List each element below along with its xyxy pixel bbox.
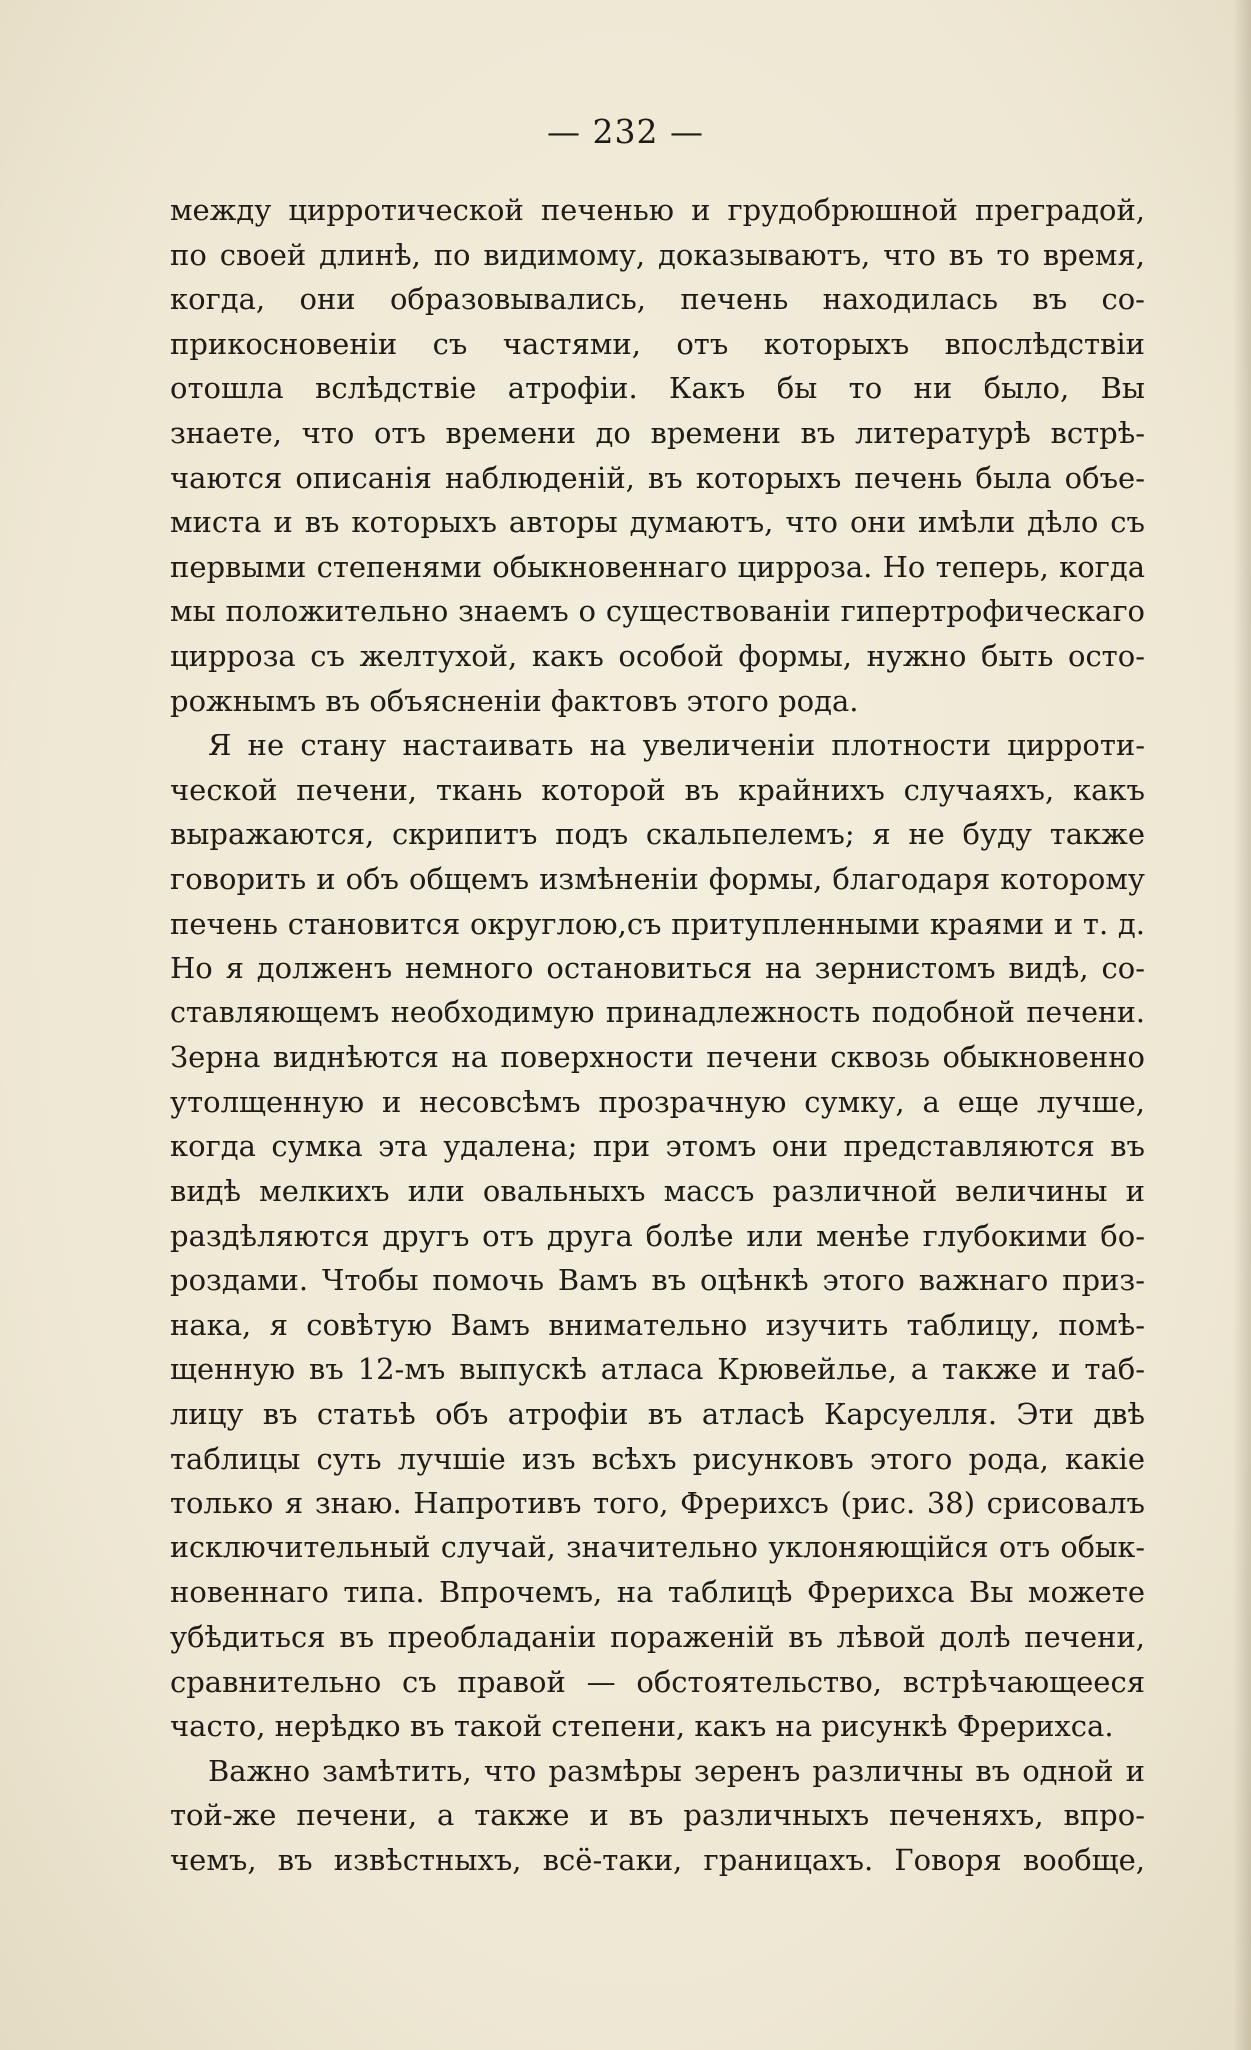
text-line: миста и въ которыхъ авторы думаютъ, что они имѣли дѣло съ — [170, 505, 1145, 540]
text-line: той-же печени, а также и въ различныхъ печеняхъ, впро- — [170, 1798, 1145, 1833]
text-line: по своей длинѣ, по видимому, доказываютъ, что въ то время, — [170, 237, 1145, 272]
paragraph-2 — [170, 723, 1145, 1749]
text-line: утолщенную и несовсѣмъ прозрачную сумку, а еще лучше, — [170, 1084, 1145, 1119]
text-line: мы положительно знаемъ о существованiи гипертрофическаго — [170, 594, 1145, 629]
text-line: Но я долженъ немного остановиться на зернистомъ видѣ, со- — [170, 951, 1145, 986]
text-line: отошла вслѣдствiе атрофiи. Какъ бы то ни было, Вы — [170, 371, 1145, 406]
text-line: выражаются, скрипитъ подъ скальпелемъ; я не буду также — [170, 817, 1145, 852]
text-line: раздѣляются другъ отъ друга болѣе или менѣе глубокими бо- — [170, 1218, 1145, 1253]
text-line: когда, они образовывались, печень находилась въ со- — [170, 282, 1145, 317]
text-line: чаются описанiя наблюденiй, въ которыхъ печень была объе- — [170, 460, 1145, 495]
text-line: лицу въ статьѣ объ атрофiи въ атласѣ Карсуелля. Эти двѣ — [170, 1397, 1145, 1432]
text-line: Зерна виднѣются на поверхности печени сквозь обыкновенно — [170, 1040, 1145, 1075]
text-line: Важно замѣтить, что размѣры зеренъ различны въ одной и — [208, 1753, 1145, 1788]
text-line: роздами. Чтобы помочь Вамъ въ оцѣнкѣ этого важнаго приз- — [170, 1263, 1145, 1298]
paragraph-3 — [170, 1749, 1145, 1883]
text-line: новеннаго типа. Впрочемъ, на таблицѣ Фрерихса Вы можете — [170, 1575, 1145, 1610]
text-line: часто, нерѣдко въ такой степени, какъ на рисункѣ Фрерихса. — [170, 1709, 1114, 1744]
text-line: исключительный случай, значительно уклоняющiйся отъ обык- — [170, 1530, 1145, 1564]
text-line: говорить и объ общемъ измѣненiи формы, благодаря которому — [170, 861, 1145, 896]
text-line: сравнительно съ правой — обстоятельство, встрѣчающееся — [170, 1664, 1145, 1699]
text-line: ставляющемъ необходимую принадлежность подобной печени. — [170, 995, 1145, 1029]
text-line: рожнымъ въ объясненiи фактовъ этого рода. — [170, 683, 859, 718]
page-edge-shadow — [1233, 0, 1251, 2050]
paragraph-1 — [170, 188, 1145, 723]
text-line: Я не стану настаивать на увеличенiи плотности цирроти- — [208, 728, 1145, 763]
text-line: прикосновенiи съ частями, отъ которыхъ впослѣдствiи — [170, 326, 1145, 361]
text-line: цирроза съ желтухой, какъ особой формы, нужно быть осто- — [170, 638, 1145, 673]
text-line: знаете, что отъ времени до времени въ литературѣ встрѣ- — [170, 415, 1145, 450]
text-line: печень становится округлою,съ притупленными краями и т. д. — [170, 906, 1145, 941]
text-line: щенную въ 12-мъ выпускѣ атласа Крювейлье, а также и таб- — [170, 1352, 1145, 1387]
text-line: когда сумка эта удалена; при этомъ они представляются въ — [170, 1129, 1145, 1164]
text-line: между цирротической печенью и грудобрюшной преградой, — [170, 193, 1145, 227]
body-text — [170, 188, 1145, 1883]
text-line: убѣдиться въ преобладанiи пораженiй въ лѣвой долѣ печени, — [170, 1620, 1145, 1654]
text-line: только я знаю. Напротивъ того, Фрерихсъ (рис. 38) срисовалъ — [170, 1486, 1145, 1521]
text-line: нака, я совѣтую Вамъ внимательно изучить таблицу, помѣ- — [170, 1307, 1145, 1342]
text-line: таблицы суть лучшiе изъ всѣхъ рисунковъ этого рода, какiе — [170, 1441, 1145, 1476]
text-line: первыми степенями обыкновеннаго цирроза. Но теперь, когда — [170, 549, 1145, 584]
text-line: чемъ, въ извѣстныхъ, всё-таки, границахъ. Говоря вообще, — [170, 1842, 1145, 1877]
page-number: — 232 — — [547, 112, 704, 151]
text-line: ческой печени, ткань которой въ крайнихъ случаяхъ, какъ — [170, 772, 1145, 807]
text-line: видѣ мелкихъ или овальныхъ массъ различной величины и — [170, 1174, 1145, 1209]
